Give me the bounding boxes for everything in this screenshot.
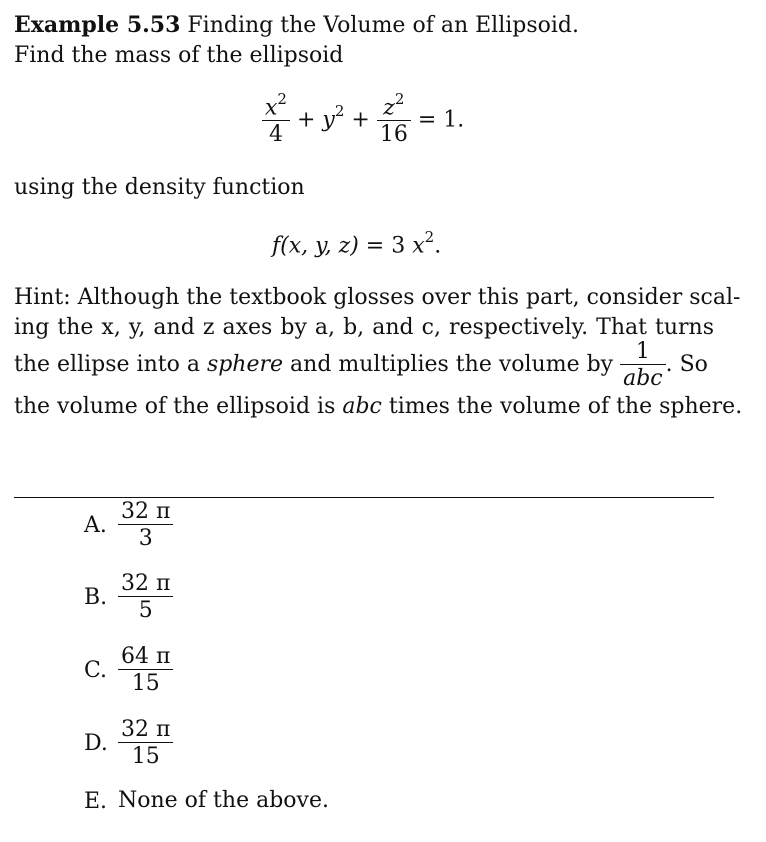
y-exponent: 2 [334, 101, 345, 120]
plus-sign: + [296, 107, 323, 133]
choice-denominator: 15 [118, 669, 173, 695]
choice-numerator: 32 π [121, 717, 171, 742]
choice-denominator: 5 [118, 596, 173, 622]
density-variable: x [412, 233, 425, 259]
choice-b[interactable] [84, 572, 173, 622]
hint-line-3-start: the ellipse into a [14, 352, 207, 378]
choice-fraction [118, 718, 173, 768]
density-intro: using the density function [14, 175, 305, 200]
hint-emphasis-abc: abc [342, 394, 382, 419]
density-function [272, 230, 441, 258]
choice-a[interactable] [84, 500, 173, 550]
hint-line-1: Hint: Although the textbook glosses over this part, consider scal- [14, 285, 741, 310]
z-exponent: 2 [394, 90, 405, 108]
hint-fraction-denominator: abc [620, 364, 666, 390]
choice-label: B. [84, 584, 108, 610]
fraction-x-term [262, 90, 290, 148]
choice-label: E. [84, 788, 108, 814]
choice-label: D. [84, 730, 108, 756]
density-lhs: f(x, y, z) [272, 233, 359, 259]
hint-line-3 [14, 340, 714, 390]
density-exponent: 2 [424, 228, 435, 246]
hint-emphasis-sphere: sphere [206, 352, 284, 378]
choice-fraction [118, 500, 173, 550]
hint-line-3-mid: and multiplies the volume by [283, 352, 614, 378]
hint-line-4-end: times the volume of the sphere. [381, 394, 743, 419]
choice-d[interactable] [84, 718, 173, 768]
choice-c[interactable] [84, 645, 173, 695]
ellipsoid-equation [262, 90, 465, 148]
example-heading: Finding the Volume of an Ellipsoid. [180, 13, 580, 38]
example-title [14, 12, 579, 38]
choice-numerator: 64 π [121, 644, 171, 669]
choice-e[interactable] [84, 788, 329, 814]
hint-fraction-numerator: 1 [635, 339, 650, 364]
hint-line-4 [14, 394, 742, 419]
choice-label: A. [84, 512, 107, 538]
choice-numerator: 32 π [121, 499, 171, 524]
fraction-z-term [377, 90, 411, 148]
section-divider [14, 497, 714, 498]
hint-line-3-end: . So [665, 352, 708, 378]
equation-rhs: = 1. [417, 107, 465, 133]
hint-fraction [620, 340, 666, 390]
z-variable: z [383, 95, 395, 121]
choice-numerator: 32 π [121, 571, 171, 596]
x-variable: x [265, 95, 278, 121]
plus-sign: + [344, 107, 370, 133]
choice-label: C. [84, 657, 108, 683]
choice-denominator: 15 [118, 742, 173, 768]
z-denominator: 16 [377, 120, 411, 146]
density-rhs: = 3 [358, 233, 413, 259]
choice-text: None of the above. [118, 788, 329, 813]
choice-fraction [118, 572, 173, 622]
hint-line-4-start: the volume of the ellipsoid is [14, 394, 343, 419]
choice-fraction [118, 645, 173, 695]
density-end: . [434, 233, 442, 259]
x-denominator: 4 [262, 120, 290, 146]
example-label: Example 5.53 [14, 12, 181, 38]
prompt-text: Find the mass of the ellipsoid [14, 43, 344, 68]
choice-denominator: 3 [118, 524, 173, 550]
x-exponent: 2 [277, 90, 287, 108]
hint-line-2: ing the x, y, and z axes by a, b, and c, respectively. That turns [14, 315, 714, 340]
y-variable: y [322, 107, 335, 133]
